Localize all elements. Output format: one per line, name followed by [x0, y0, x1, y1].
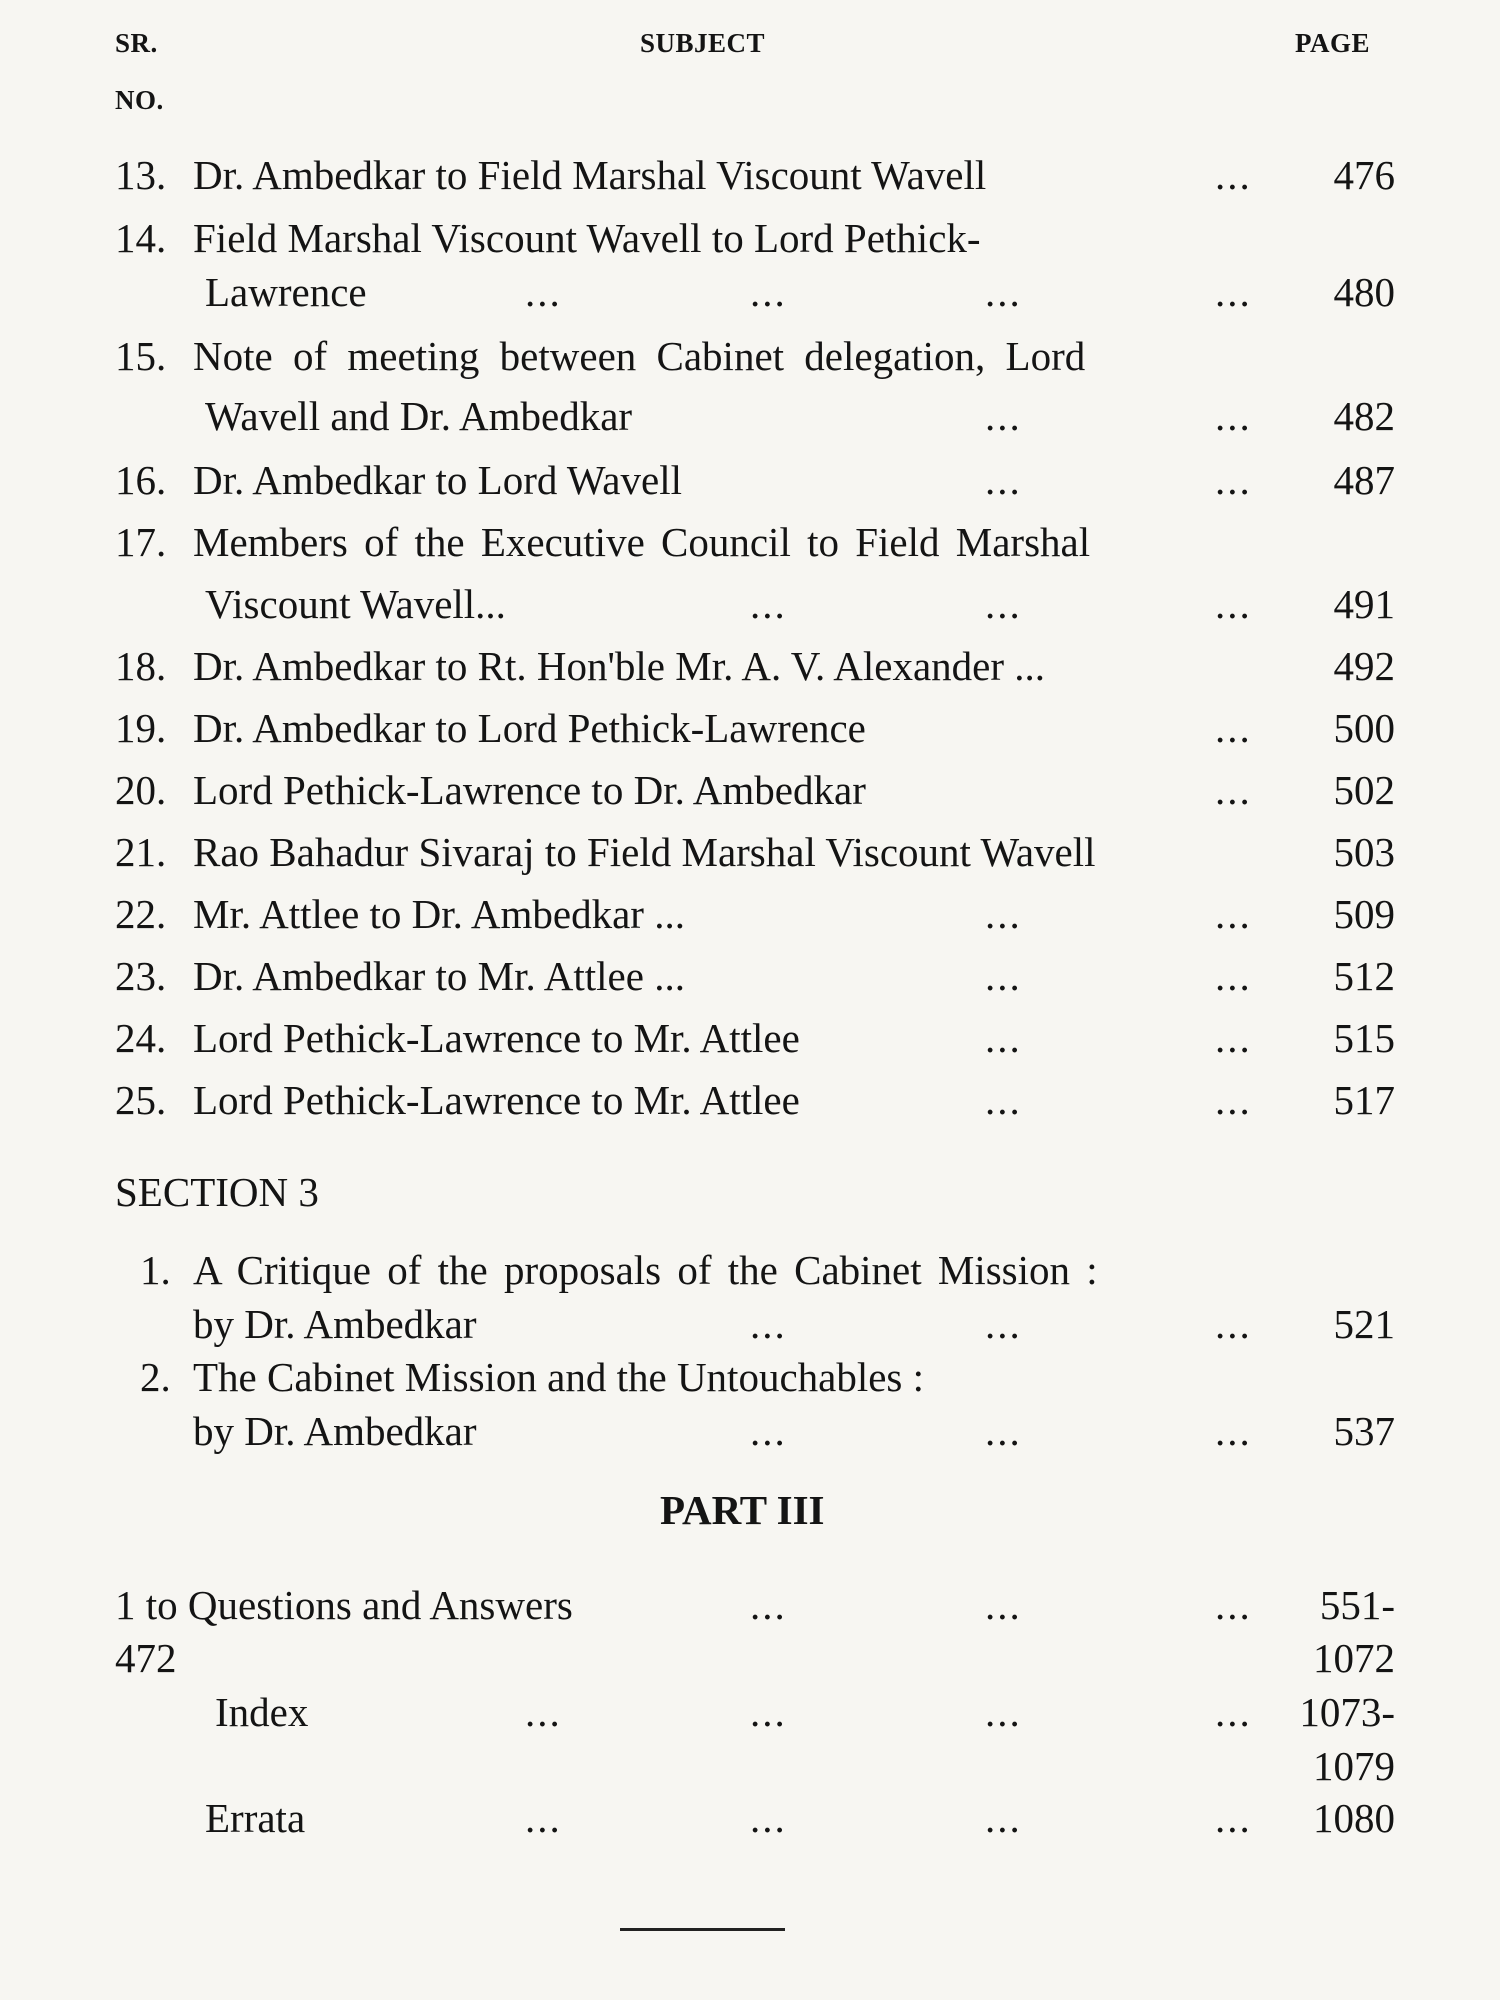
- entry-title: Dr. Ambedkar to Lord Wavell: [193, 457, 682, 503]
- dot-leader: ...: [525, 1795, 562, 1841]
- dot-leader: ...: [1215, 1689, 1252, 1735]
- entry-page: 500: [1333, 705, 1395, 751]
- entry-page: 487: [1333, 457, 1395, 503]
- dot-leader: ...: [1215, 767, 1252, 813]
- entry-title: A Critique of the proposals of the Cabinet Mission :: [193, 1247, 1098, 1293]
- dot-leader: ...: [1215, 1582, 1252, 1628]
- dot-leader: ...: [985, 1077, 1022, 1123]
- dot-leader: ...: [985, 953, 1022, 999]
- entry-number: 1.: [140, 1247, 171, 1293]
- dot-leader: ...: [750, 1795, 787, 1841]
- dot-leader: ...: [985, 1689, 1022, 1735]
- entry-title-cont: Viscount Wavell...: [205, 581, 506, 627]
- dot-leader: ...: [1215, 152, 1252, 198]
- entry-page: 512: [1333, 953, 1395, 999]
- header-sr: SR.: [115, 28, 158, 58]
- entry-number: 24.: [115, 1015, 167, 1061]
- entry-title: Lord Pethick-Lawrence to Mr. Attlee: [193, 1015, 800, 1061]
- entry-number: 16.: [115, 457, 167, 503]
- dot-leader: ...: [1215, 1077, 1252, 1123]
- section-heading: SECTION 3: [115, 1169, 319, 1215]
- qa-title: 1 to Questions and Answers: [115, 1582, 573, 1628]
- entry-title-cont: Wavell and Dr. Ambedkar: [205, 393, 633, 439]
- entry-page: 537: [1333, 1408, 1395, 1454]
- dot-leader: ...: [1215, 1408, 1252, 1454]
- entry-page: 491: [1333, 581, 1395, 627]
- errata-page: 1080: [1313, 1795, 1395, 1841]
- header-subject: SUBJECT: [640, 28, 766, 58]
- entry-page: 515: [1333, 1015, 1395, 1061]
- dot-leader: ...: [1215, 269, 1252, 315]
- entry-title: Members of the Executive Council to Field Marshal: [193, 519, 1091, 565]
- entry-page: 509: [1333, 891, 1395, 937]
- entry-title-cont: Lawrence: [205, 269, 367, 315]
- entry-page: 482: [1333, 393, 1395, 439]
- dot-leader: ...: [750, 1408, 787, 1454]
- entry-page: 480: [1333, 269, 1395, 315]
- entry-number: 18.: [115, 643, 167, 689]
- entry-title-cont: by Dr. Ambedkar: [193, 1301, 477, 1347]
- qa-number-cont: 472: [115, 1635, 177, 1681]
- dot-leader: ...: [985, 457, 1022, 503]
- dot-leader: ...: [1215, 393, 1252, 439]
- errata-label: Errata: [205, 1795, 306, 1841]
- entry-number: 23.: [115, 953, 167, 999]
- entry-number: 15.: [115, 333, 167, 379]
- dot-leader: ...: [985, 269, 1022, 315]
- qa-page-start: 551-: [1319, 1582, 1395, 1628]
- dot-leader: ...: [1215, 1301, 1252, 1347]
- entry-title: Dr. Ambedkar to Field Marshal Viscount Wavell: [193, 152, 987, 198]
- dot-leader: ...: [1215, 1015, 1252, 1061]
- qa-page-end: 1072: [1313, 1635, 1395, 1681]
- entry-title: Field Marshal Viscount Wavell to Lord Pethick-: [193, 215, 981, 261]
- entry-number: 22.: [115, 891, 167, 937]
- part-heading: PART III: [660, 1487, 825, 1533]
- dot-leader: ...: [750, 1301, 787, 1347]
- header-no: NO.: [115, 85, 164, 115]
- dot-leader: ...: [985, 581, 1022, 627]
- entry-title: Rao Bahadur Sivaraj to Field Marshal Viscount Wavell: [193, 829, 1096, 875]
- entry-page: 503: [1333, 829, 1395, 875]
- entry-page: 492: [1333, 643, 1395, 689]
- dot-leader: ...: [750, 1689, 787, 1735]
- entry-number: 20.: [115, 767, 167, 813]
- dot-leader: ...: [985, 1582, 1022, 1628]
- header-page: PAGE: [1295, 28, 1370, 58]
- entry-title: The Cabinet Mission and the Untouchables :: [193, 1354, 925, 1400]
- dot-leader: ...: [750, 1582, 787, 1628]
- dot-leader: ...: [985, 393, 1022, 439]
- entry-page: 517: [1333, 1077, 1395, 1123]
- dot-leader: ...: [750, 581, 787, 627]
- index-page-end: 1079: [1313, 1743, 1395, 1789]
- entry-number: 2.: [140, 1354, 171, 1400]
- dot-leader: ...: [985, 1301, 1022, 1347]
- end-rule: [620, 1928, 785, 1931]
- dot-leader: ...: [750, 269, 787, 315]
- entry-title: Dr. Ambedkar to Mr. Attlee ...: [193, 953, 685, 999]
- dot-leader: ...: [1215, 891, 1252, 937]
- entry-number: 21.: [115, 829, 167, 875]
- entry-title-cont: by Dr. Ambedkar: [193, 1408, 477, 1454]
- entry-page: 476: [1333, 152, 1395, 198]
- entry-title: Lord Pethick-Lawrence to Dr. Ambedkar: [193, 767, 866, 813]
- entry-number: 17.: [115, 519, 167, 565]
- index-label: Index: [215, 1689, 309, 1735]
- dot-leader: ...: [1215, 457, 1252, 503]
- dot-leader: ...: [1215, 581, 1252, 627]
- entry-title: Dr. Ambedkar to Rt. Hon'ble Mr. A. V. Alexander ...: [193, 643, 1046, 689]
- entry-title: Lord Pethick-Lawrence to Mr. Attlee: [193, 1077, 800, 1123]
- dot-leader: ...: [1215, 1795, 1252, 1841]
- entry-number: 14.: [115, 215, 167, 261]
- dot-leader: ...: [985, 1795, 1022, 1841]
- entry-number: 19.: [115, 705, 167, 751]
- entry-title: Mr. Attlee to Dr. Ambedkar ...: [193, 891, 685, 937]
- dot-leader: ...: [1215, 705, 1252, 751]
- dot-leader: ...: [985, 1015, 1022, 1061]
- dot-leader: ...: [985, 1408, 1022, 1454]
- entry-page: 502: [1333, 767, 1395, 813]
- entry-number: 13.: [115, 152, 167, 198]
- dot-leader: ...: [1215, 953, 1252, 999]
- dot-leader: ...: [525, 1689, 562, 1735]
- entry-title: Note of meeting between Cabinet delegation, Lord: [193, 333, 1086, 379]
- index-page-start: 1073-: [1299, 1689, 1395, 1735]
- dot-leader: ...: [525, 269, 562, 315]
- entry-page: 521: [1333, 1301, 1395, 1347]
- entry-title: Dr. Ambedkar to Lord Pethick-Lawrence: [193, 705, 866, 751]
- dot-leader: ...: [985, 891, 1022, 937]
- entry-number: 25.: [115, 1077, 167, 1123]
